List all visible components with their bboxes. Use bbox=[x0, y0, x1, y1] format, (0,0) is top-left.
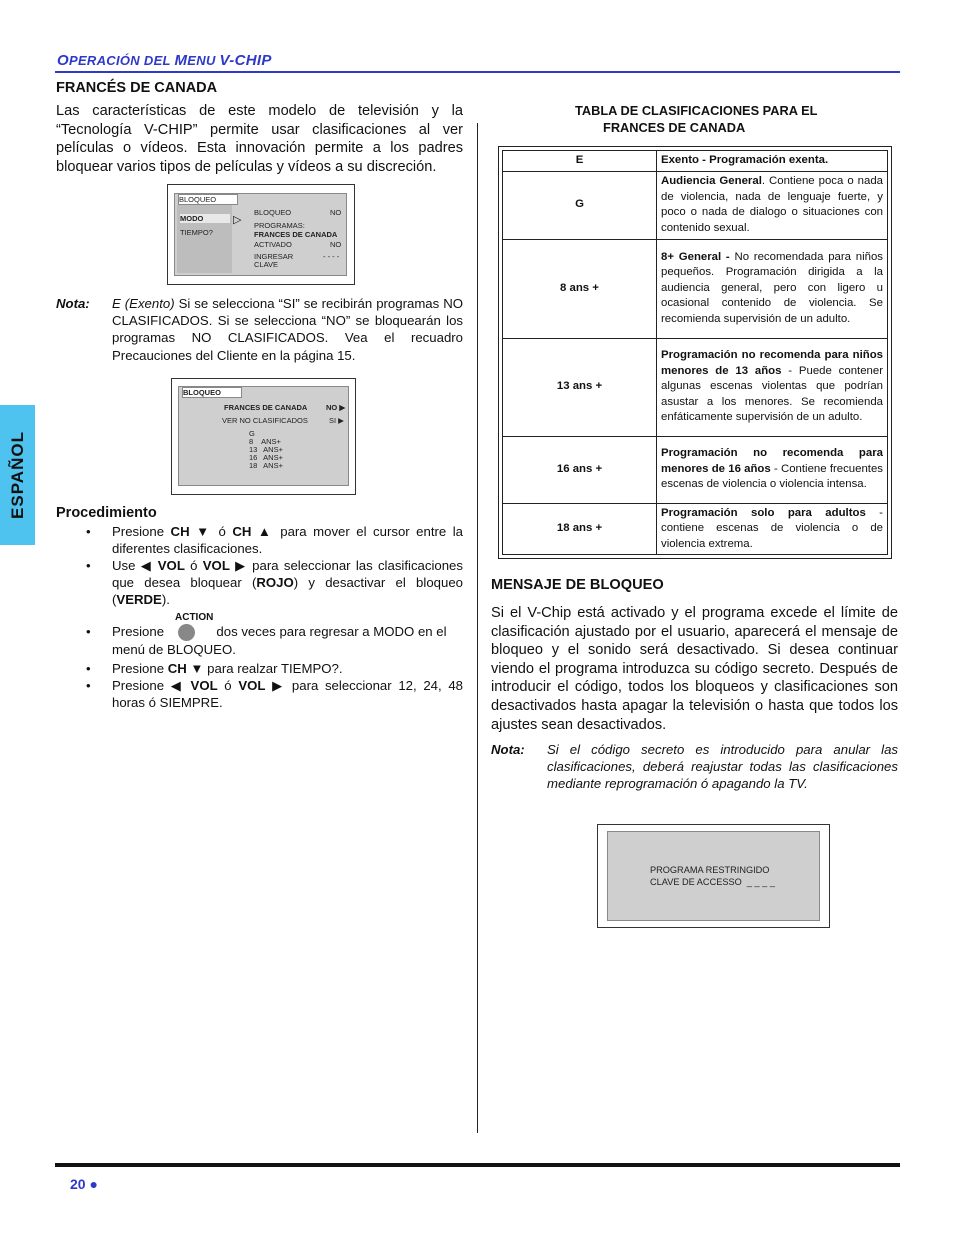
rating-code: G bbox=[503, 171, 657, 239]
ratings-table-frame bbox=[498, 146, 892, 559]
option-label: BLOQUEO bbox=[254, 208, 292, 217]
table-row bbox=[503, 436, 888, 503]
rating-code: E bbox=[503, 151, 657, 172]
option-value: - - - - bbox=[323, 252, 340, 261]
note-label: Nota: bbox=[491, 742, 525, 757]
rating-code: 8 ans + bbox=[503, 239, 657, 338]
procedure-step: • Presione dos veces para regresar a MODO en el menú de BLOQUEO. bbox=[86, 624, 447, 658]
rating-description: 8+ General - No recomendada para niños pequeños. Programación dirigida a la audiencia general, pero con ligero u ocasional contenido de violencia. Se recomienda supervisión de un adulto. bbox=[657, 239, 888, 338]
ratings-list: G 8 ANS+ 13 ANS+ 16 ANS+ 18 ANS+ bbox=[249, 429, 283, 470]
rating-code: 18 ans + bbox=[503, 503, 657, 555]
menu-item-modo: MODO bbox=[180, 214, 230, 223]
option-label: ACTIVADO bbox=[254, 240, 292, 249]
tv-screen-restricted bbox=[597, 824, 830, 928]
option-value: NO bbox=[330, 240, 342, 249]
option-value: NO bbox=[330, 208, 342, 217]
rating-description: Programación solo para adultos - contiene escenas de violencia o de violencia extrema. bbox=[657, 503, 888, 555]
language-side-tab: ESPAÑOL bbox=[0, 405, 35, 545]
procedure-heading: Procedimiento bbox=[56, 505, 157, 521]
table-row bbox=[503, 151, 888, 172]
procedure-step: • Use ◀ VOL ó VOL ▶ para seleccionar las clasificaciones que desea bloquear (ROJO) y desactivar el bloqueo (VERDE). bbox=[86, 558, 463, 607]
restricted-message: PROGRAMA RESTRINGIDO CLAVE DE ACCESSO _ _ _ _ bbox=[650, 865, 775, 887]
option-label: VER NO CLASIFICADOS bbox=[222, 416, 308, 425]
option-label: FRANCES DE CANADA bbox=[224, 403, 308, 412]
procedure-step: • Presione CH ▼ para realzar TIEMPO?. bbox=[86, 661, 343, 676]
procedure-step: • Presione ◀ VOL ó VOL ▶ para seleccionar 12, 24, 48 horas ó SIEMPRE. bbox=[86, 678, 463, 710]
option-value: SI ▶ bbox=[329, 416, 344, 425]
ratings-table bbox=[502, 150, 888, 555]
message-heading: MENSAJE DE BLOQUEO bbox=[491, 577, 664, 593]
option-value: FRANCES DE CANADA bbox=[254, 230, 338, 239]
menu-tab: BLOQUEO bbox=[182, 387, 242, 398]
page-number: 20 ● bbox=[70, 1176, 98, 1192]
footer-rule bbox=[55, 1163, 900, 1167]
option-label: CLAVE bbox=[254, 260, 279, 269]
table-row bbox=[503, 338, 888, 436]
table-row bbox=[503, 239, 888, 338]
table-title: TABLA DE CLASIFICACIONES PARA EL FRANCES DE CANADA bbox=[575, 103, 818, 135]
intro-paragraph: Las características de este modelo de televisión y la “Tecnología V-CHIP” permite usar clasificaciones al ver películas o vídeos. Esta innovación permite a los padres bloquear varios tipos de películas y vídeos a su discreción. bbox=[56, 103, 463, 175]
selector-arrow-icon: ▷ bbox=[233, 214, 242, 226]
note-text: Si el código secreto es introducido para anular las clasificaciones, deberá reajustar todas las clasificaciones mediante reprogramación ó apagando la TV. bbox=[547, 742, 898, 792]
note-label: Nota: bbox=[56, 296, 90, 311]
page-header-title: OPERACIÓN DEL MENU V-CHIP bbox=[57, 52, 272, 69]
table-row bbox=[503, 171, 888, 239]
rating-description: Programación no recomenda para menores de 16 años - Contiene frecuentes escenas de violencia o violencia intensa. bbox=[657, 436, 888, 503]
action-button-label: ACTION bbox=[175, 612, 214, 623]
rating-description: Exento - Programación exenta. bbox=[657, 151, 888, 172]
rating-code: 16 ans + bbox=[503, 436, 657, 503]
menu-item-tiempo: TIEMPO? bbox=[180, 228, 213, 237]
action-button-icon bbox=[178, 624, 195, 641]
column-divider bbox=[477, 123, 478, 1133]
rating-code: 13 ans + bbox=[503, 338, 657, 436]
tv-screen-frances-menu bbox=[171, 378, 356, 495]
menu-tab: BLOQUEO bbox=[178, 194, 238, 205]
message-paragraph: Si el V-Chip está activado y el programa excede el límite de clasificación ajustado por el usuario, aparecerá el mensaje de bloqueo y el sonido será desactivado. Si desea continuar viendo el programa introduzca su código secreto. Después de introducir el código, todos los bloqueos y clasificaciones son desactivados hasta apagar la televisión o hasta que todos los ajustes sean desactivados. bbox=[491, 605, 898, 733]
note-text: E (Exento) Si se selecciona “SI” se recibirán programas NO CLASIFICADOS. Si se selecciona “NO” se bloquearán los programas NO CLASIFICADOS. Vea el recuadro Precauciones del Cliente en la página 15. bbox=[112, 296, 463, 363]
option-label: INGRESAR bbox=[254, 252, 294, 261]
option-label: PROGRAMAS: bbox=[254, 221, 305, 230]
header-rule bbox=[55, 71, 900, 73]
procedure-step: • Presione CH ▼ ó CH ▲ para mover el cursor entre la diferentes clasificaciones. bbox=[86, 524, 463, 556]
rating-description: Programación no recomenda para niños menores de 13 años - Puede contener algunas escenas violentas que podrían asustar a los menores. Se recomienda enfáticamente supervisión de un adulto. bbox=[657, 338, 888, 436]
section-heading: FRANCÉS DE CANADA bbox=[56, 80, 218, 96]
table-row bbox=[503, 503, 888, 555]
option-value: NO ▶ bbox=[326, 403, 346, 412]
rating-description: Audiencia General. Contiene poca o nada de violencia, nada de lenguaje fuerte, y poco o nada de dialogo o situaciones con contenido sexual. bbox=[657, 171, 888, 239]
tv-screen-bloqueo-menu bbox=[167, 184, 355, 285]
